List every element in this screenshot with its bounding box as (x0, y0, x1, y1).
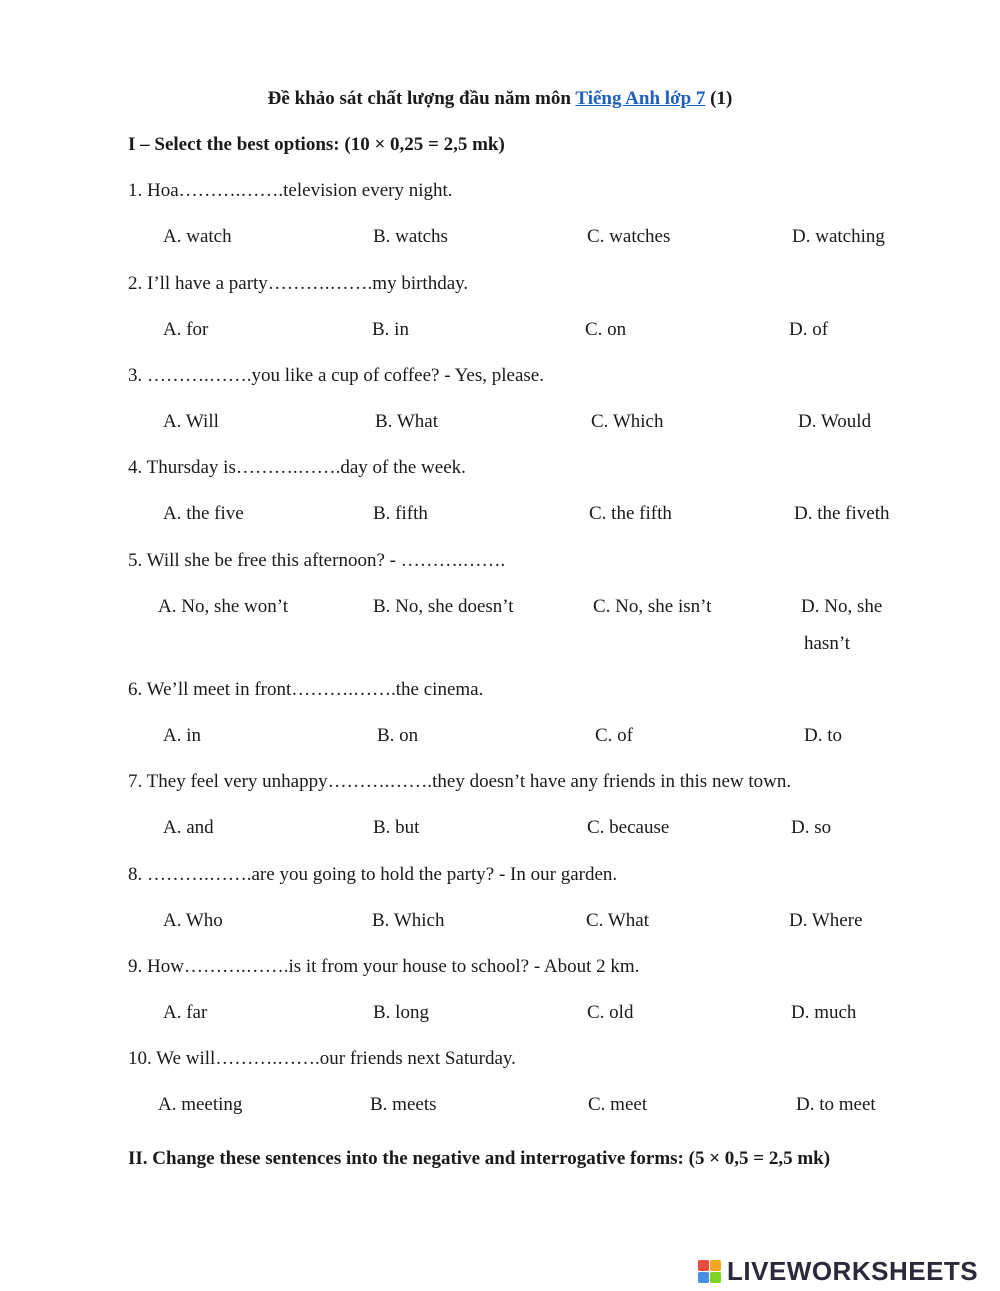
question-4: 4. Thursday is……….…….day of the week. (128, 457, 466, 478)
logo-square-4 (710, 1272, 721, 1283)
q2-option-d: D. of (789, 319, 829, 340)
question-5: 5. Will she be free this afternoon? - ……….……. (128, 550, 506, 571)
q1-option-b: B. watchs (373, 226, 448, 247)
q2-option-c: C. on (585, 319, 627, 340)
q1-option-c: C. watches (587, 226, 671, 247)
q4-option-d: D. the fiveth (794, 503, 890, 524)
q10-option-d: D. to meet (796, 1094, 876, 1115)
question-3: 3. ……….…….you like a cup of coffee? - Yes, please. (128, 365, 544, 386)
q6-option-a: A. in (163, 725, 201, 746)
logo-square-2 (710, 1260, 721, 1271)
q7-option-b: B. but (373, 817, 420, 838)
question-2: 2. I’ll have a party……….…….my birthday. (128, 273, 469, 294)
q6-option-d: D. to (804, 725, 842, 746)
q8-option-a: A. Who (163, 910, 223, 931)
title-prefix: Đề khảo sát chất lượng đầu năm môn (267, 88, 571, 109)
q3-option-c: C. Which (591, 411, 664, 432)
logo-square-1 (698, 1260, 709, 1271)
q9-option-b: B. long (373, 1002, 429, 1023)
q10-option-a: A. meeting (158, 1094, 243, 1115)
q5-option-d: D. No, she (801, 596, 883, 617)
q6-option-c: C. of (595, 725, 633, 746)
q9-option-a: A. far (163, 1002, 208, 1023)
q2-option-a: A. for (163, 319, 209, 340)
q4-option-a: A. the five (163, 503, 244, 524)
q8-option-b: B. Which (372, 910, 445, 931)
question-1: 1. Hoa……….…….television every night. (128, 180, 453, 201)
section-1-heading: I – Select the best options: (10 × 0,25 = 2,5 mk) (128, 134, 505, 155)
logo-text: LIVEWORKSHEETS (727, 1255, 979, 1286)
q10-option-c: C. meet (588, 1094, 648, 1115)
q10-option-b: B. meets (370, 1094, 437, 1115)
logo-grid-icon (698, 1260, 721, 1283)
title-link[interactable]: Tiếng Anh lớp 7 (575, 88, 706, 109)
q7-option-d: D. so (791, 817, 832, 838)
q2-option-b: B. in (372, 319, 409, 340)
question-9: 9. How……….…….is it from your house to school? - About 2 km. (128, 956, 640, 977)
title-suffix: (1) (710, 88, 733, 109)
q9-option-c: C. old (587, 1002, 634, 1023)
logo-square-3 (698, 1272, 709, 1283)
q6-option-b: B. on (377, 725, 419, 746)
q5-option-d-continued: hasn’t (804, 633, 851, 654)
q8-option-c: C. What (586, 910, 649, 931)
q3-option-d: D. Would (798, 411, 872, 432)
q9-option-d: D. much (791, 1002, 857, 1023)
q5-option-b: B. No, she doesn’t (373, 596, 514, 617)
section-2-heading: II. Change these sentences into the negative and interrogative forms: (5 × 0,5 = 2,5 mk) (128, 1148, 831, 1169)
q3-option-a: A. Will (163, 411, 219, 432)
q4-option-c: C. the fifth (589, 503, 672, 524)
q7-option-a: A. and (163, 817, 214, 838)
q3-option-b: B. What (375, 411, 438, 432)
q5-option-a: A. No, she won’t (158, 596, 289, 617)
q1-option-a: A. watch (163, 226, 232, 247)
q8-option-d: D. Where (789, 910, 863, 931)
q4-option-b: B. fifth (373, 503, 428, 524)
page-title (0, 88, 1000, 110)
question-8: 8. ……….…….are you going to hold the party? - In our garden. (128, 864, 618, 885)
question-10: 10. We will……….…….our friends next Saturday. (128, 1048, 516, 1069)
q1-option-d: D. watching (792, 226, 885, 247)
liveworksheets-logo[interactable] (698, 1256, 978, 1286)
question-6: 6. We’ll meet in front……….…….the cinema. (128, 679, 484, 700)
q5-option-c: C. No, she isn’t (593, 596, 712, 617)
q7-option-c: C. because (587, 817, 670, 838)
question-7: 7. They feel very unhappy……….…….they doesn’t have any friends in this new town. (128, 771, 792, 792)
